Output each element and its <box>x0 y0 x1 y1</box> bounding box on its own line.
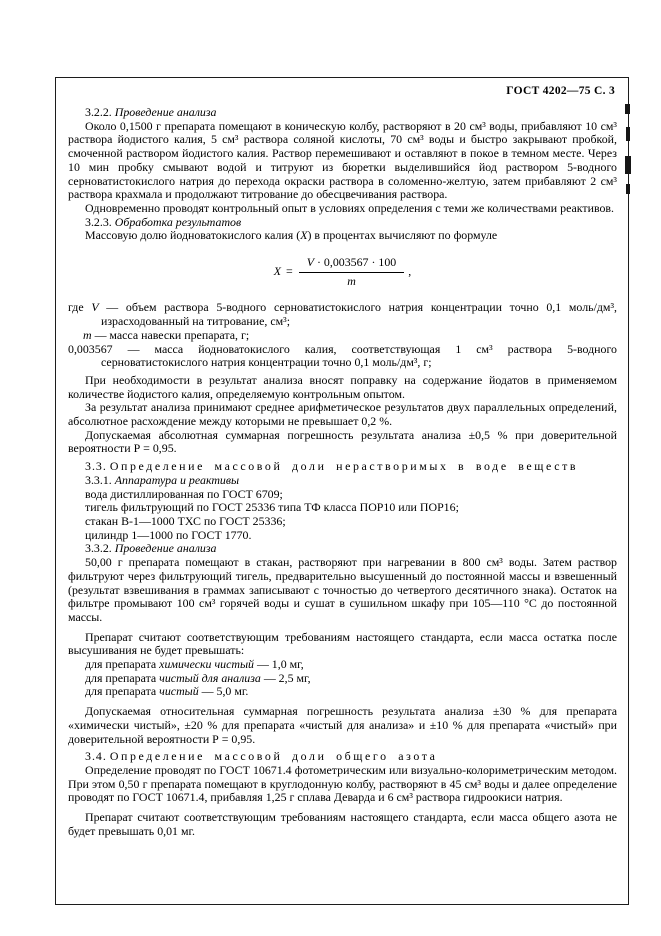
section-number: 3.2.3. <box>85 214 112 229</box>
definition-coefficient <box>68 343 617 370</box>
scan-artifact <box>625 156 631 174</box>
definition-term-coefficient: 0,003567 <box>68 341 113 356</box>
formula <box>68 256 617 288</box>
limit-line-chemically-pure <box>68 658 617 672</box>
paragraph-control-experiment: Одновременно проводят контрольный опыт в условиях определения с теми же количествами реактивов. <box>85 200 615 215</box>
section-3-4-heading <box>68 750 617 764</box>
scan-artifact <box>625 104 630 114</box>
definition-mass <box>68 329 617 343</box>
paragraph-filtration-procedure: 50,00 г препарата помещают в стакан, растворяют при нагревании в 800 см³ воды. Затем раствор фильтруют через фильтрующий тигель, предварительно высушенный до постоянной массы и взвешенный (результат взвешивания в граммах записывают с точностью до четвертого десятичного знака). Остаток на фильтре промывают 100 см³ горячей воды и сушат в сушильном шкафу при 105—110 °С до постоянной массы. <box>68 555 617 624</box>
limit-pre: для препарата <box>85 670 160 685</box>
limit-pre: для препарата <box>85 657 160 672</box>
page-header: ГОСТ 4202—75 С. 3 <box>506 85 615 97</box>
formula-lhs: X <box>273 264 282 279</box>
section-number: 3.2.2. <box>85 105 112 119</box>
section-3-3-1-heading <box>68 474 617 488</box>
section-3-3-heading <box>68 460 617 474</box>
limit-grade: чистый <box>159 684 199 699</box>
limit-grade: чистый для анализа <box>159 670 261 685</box>
paragraph-residue-requirements: Препарат считают соответствующим требованиям настоящего стандарта, если масса остатка после высушивания не будет превышать: <box>68 629 617 658</box>
formula-fraction <box>299 256 405 288</box>
definition-text-coefficient: — масса йодноватокислого калия, соответствующая 1 см³ раствора 5-водного серноватистокислого натрия концентрации точно 0,1 моль/дм³, г; <box>101 341 617 370</box>
limit-value: — 2,5 мг, <box>260 670 311 685</box>
limit-value: — 5,0 мг. <box>198 684 249 699</box>
definition-text-v: — объем раствора 5-водного серноватистокислого натрия концентрации точно 0,1 моль/дм³, израсходованный на титрование, см³; <box>98 300 617 329</box>
paragraph-iodate-correction: При необходимости в результат анализа вносят поправку на содержание йодатов в применяемом количестве йодистого калия, определяемую контрольным опытом. <box>68 372 617 401</box>
paragraph-nitrogen-requirement: Препарат считают соответствующим требованиям настоящего стандарта, если масса общего азота не будет превышать 0,01 мг. <box>68 810 617 838</box>
definition-term-m: m <box>83 327 92 342</box>
reagent-item: стакан В-1—1000 ТХС по ГОСТ 25336; <box>85 513 286 528</box>
section-3-2-3-heading <box>68 216 617 230</box>
formula-comma: , <box>408 264 412 279</box>
formula-equals: = <box>286 264 293 279</box>
scan-artifact <box>626 127 630 141</box>
formula-intro-post: ) в процентах вычисляют по формуле <box>307 228 498 243</box>
formula-intro-variable: X <box>300 228 308 243</box>
section-title: Аппаратура и реактивы <box>114 472 240 487</box>
paragraph-formula-intro <box>68 229 617 243</box>
definition-text-m: — масса навески препарата, г; <box>91 327 250 342</box>
fraction-numerator <box>299 256 405 273</box>
section-title: Проведение анализа <box>114 105 217 119</box>
limit-line-pure-for-analysis <box>68 672 617 686</box>
formula-variable-v: V <box>306 255 314 270</box>
section-title: Обработка результатов <box>114 214 242 229</box>
formula-intro-pre: Массовую долю йодноватокислого калия ( <box>85 228 301 243</box>
section-title: Определение массовой доли общего азота <box>109 749 438 764</box>
where-label: где <box>68 300 84 315</box>
fraction-denominator: m <box>347 273 356 288</box>
reagent-item: вода дистиллированная по ГОСТ 6709; <box>85 486 283 501</box>
paragraph-relative-error: Допускаемая относительная суммарная погрешность результата анализа ±30 % для препарата «химически чистый», ±20 % для препарата «чистый для анализа» и ±10 % для препарата «чистый» при доверительной вероятности Р = 0,95. <box>68 704 617 746</box>
paragraph-result-average: За результат анализа принимают среднее арифметическое результатов двух параллельных определений, абсолютное расхождение между которыми не превышает 0,2 %. <box>68 400 617 429</box>
definition-volume <box>68 301 617 328</box>
section-number: 3.3.1. <box>85 472 112 487</box>
section-number: 3.3. <box>85 459 107 474</box>
fraction-numerator-rest: · 0,003567 · 100 <box>314 255 397 270</box>
section-3-3-2-heading <box>68 542 617 556</box>
limit-pre: для препарата <box>85 684 160 699</box>
reagent-item: цилиндр 1—1000 по ГОСТ 1770. <box>85 527 252 542</box>
limit-grade: химически чистый <box>159 657 254 672</box>
definition-term-v: V <box>91 300 99 315</box>
paragraph-nitrogen-determination: Определение проводят по ГОСТ 10671.4 фотометрическим или визуально-колориметрическим методом. При этом 0,50 г препарата помещают в круглодонную колбу, растворяют в 45 см³ воды и далее определение проводят по ГОСТ 10671.4, прибавляя 1,25 г сплава Деварда и 6 см³ раствора гидроокиси натрия. <box>68 762 617 805</box>
paragraph-analysis-procedure: Около 0,1500 г препарата помещают в коническую колбу, растворяют в 20 см³ воды, прибавляют 10 см³ раствора йодистого калия, 5 см³ раствора соляной кислоты, 70 см³ воды и быстро закрывают пробкой, смоченной раствором йодистого калия. Раствор перемешивают и оставляют в покое в темном месте. Через 10 мин пробку смывают водой и титруют из бюретки выделившийся йод раствором 5-водного серноватистокислого натрия до перехода окраски раствора в соломенно-желтую, затем прибавляют 2 см³ раствора крахмала и продолжают титрование до обесцвечивания раствора. <box>68 118 617 202</box>
reagent-item: тигель фильтрующий по ГОСТ 25336 типа ТФ класса ПОР10 или ПОР16; <box>85 500 459 515</box>
limit-value: — 1,0 мг, <box>253 657 304 672</box>
section-title: Определение массовой доли нерастворимых в воде веществ <box>109 459 579 474</box>
scan-artifact <box>626 184 630 194</box>
page-frame <box>55 77 629 905</box>
section-number: 3.4. <box>85 749 107 764</box>
paragraph-absolute-error: Допускаемая абсолютная суммарная погрешность результата анализа ±0,5 % при доверительной вероятности Р = 0,95. <box>68 427 617 456</box>
limit-line-pure <box>68 685 617 699</box>
document-body <box>68 106 617 838</box>
section-3-2-2-heading <box>68 106 617 120</box>
section-title: Проведение анализа <box>114 541 217 556</box>
section-number: 3.3.2. <box>85 541 112 556</box>
